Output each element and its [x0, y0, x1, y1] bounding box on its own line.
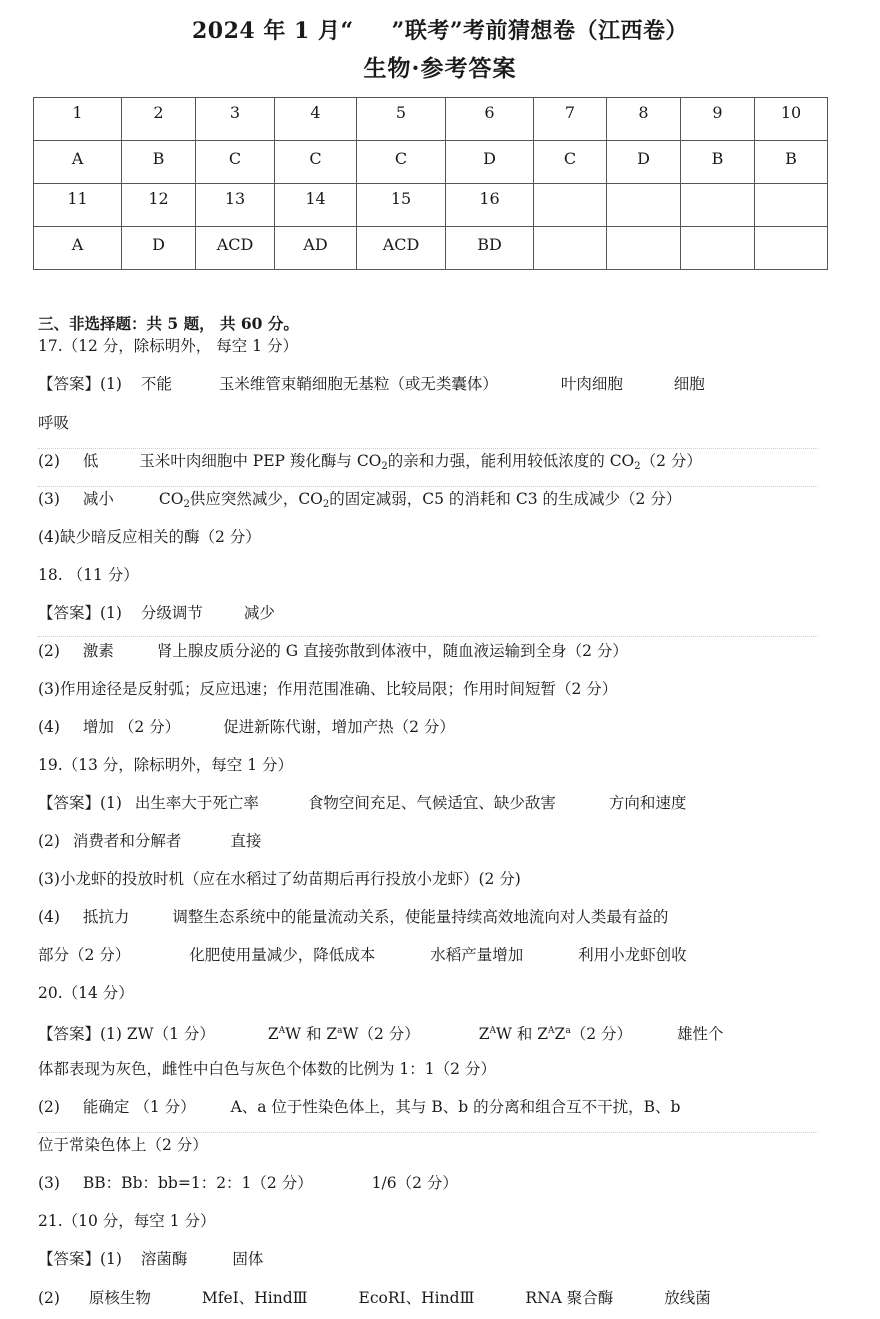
q20-answer-2-cont: 位于常染色体上（2 分） — [38, 1136, 208, 1154]
answer-text: 方向和速度 — [608, 794, 687, 812]
genotype-text: $Z^AW$ 和 $Z^AZ^a(2$ 分） — [478, 1025, 632, 1043]
q20-answer-2 — [38, 1097, 680, 1117]
table-cell — [681, 227, 755, 270]
exam-title: 2024 年 1 月“ ”联考”考前猜想卷（江西卷） — [192, 18, 688, 44]
answer-text: 调整生态系统中的能量流动关系，使能量持续高效地流向对人类最有益的 — [172, 908, 669, 926]
table-row-answers-1 — [34, 141, 828, 184]
table-cell: D — [446, 141, 534, 184]
q17-answer-1-cont: 呼吸 — [38, 414, 70, 432]
answer-text: 水稻产量增加 — [430, 946, 524, 964]
section-heading: 三、非选择题：共 5 题， 共 60 分。 — [38, 314, 299, 333]
answer-label: (3) — [38, 1174, 60, 1192]
answer-text: 直接 — [230, 832, 262, 850]
table-row-numbers-2 — [34, 184, 828, 227]
table-cell: C — [196, 141, 275, 184]
q19-answer-3: (3)小龙虾的投放时机（应在水稻过了幼苗期后再行投放小龙虾）(2 分) — [38, 870, 521, 888]
q20-answer-3 — [38, 1173, 458, 1193]
table-cell: 3 — [196, 98, 275, 141]
answer-label: 【答案】(1) — [38, 794, 122, 812]
q21-answer-2 — [38, 1288, 711, 1308]
answer-text: A、a 位于性染色体上，其与 B、b 的分离和组合互不干扰，B、b — [230, 1098, 681, 1116]
answer-text: 减少 — [243, 604, 275, 622]
table-cell — [607, 184, 681, 227]
answer-text: 固体 — [232, 1250, 264, 1268]
answer-text: BB：Bb：bb=1：2：1（2 分） — [82, 1174, 313, 1192]
q17-answer-3 — [38, 489, 681, 515]
table-cell — [755, 227, 828, 270]
answer-text: EcoRI、HindⅢ — [358, 1289, 475, 1307]
genotype-text: $Z^AW$ 和 $Z^aW(2$ 分） — [267, 1025, 420, 1043]
table-cell — [534, 227, 607, 270]
table-cell: B — [122, 141, 196, 184]
q17-answer-2 — [38, 451, 702, 477]
table-cell: 9 — [681, 98, 755, 141]
answer-text: 减小 — [82, 490, 114, 508]
answer-text: 玉米叶肉细胞中 PEP 羧化酶与 $CO_2$的亲和力强，能利用较低浓度的 $CO_2(2$ 分） — [139, 452, 702, 472]
answer-text: 出生率大于死亡率 — [134, 794, 259, 812]
answer-table — [33, 97, 828, 270]
answer-label: 【答案】(1) — [38, 604, 122, 622]
answer-text: 分级调节 — [140, 604, 203, 622]
answer-text: 抵抗力 — [82, 908, 130, 926]
answer-text: 溶菌酶 — [140, 1250, 188, 1268]
table-cell: C — [534, 141, 607, 184]
table-cell: A — [34, 141, 122, 184]
answer-text: 食物空间充足、气候适宜、缺少敌害 — [307, 794, 556, 812]
question-17-title: 17.（12 分，除标明外， 每空 1 分） — [38, 337, 298, 355]
answer-text: 低 — [82, 452, 99, 470]
answer-text: RNA 聚合酶 — [525, 1289, 614, 1307]
table-cell: 11 — [34, 184, 122, 227]
q19-answer-1 — [38, 793, 686, 813]
answer-text: MfeI、HindⅢ — [201, 1289, 308, 1307]
q19-answer-2 — [38, 831, 261, 851]
q17-answer-1 — [38, 374, 705, 394]
table-cell: D — [607, 141, 681, 184]
q18-answer-4 — [38, 717, 455, 737]
table-cell: 12 — [122, 184, 196, 227]
answer-label: (4) — [38, 718, 60, 736]
answer-label: (2) — [38, 452, 60, 470]
divider — [38, 636, 818, 637]
table-cell: 1 — [34, 98, 122, 141]
q21-answer-1 — [38, 1249, 263, 1269]
table-cell: BD — [446, 227, 534, 270]
table-cell: ACD — [196, 227, 275, 270]
table-cell: D — [122, 227, 196, 270]
table-cell: AD — [275, 227, 357, 270]
answer-text: 部分（2 分） — [38, 946, 131, 964]
table-row-answers-2 — [34, 227, 828, 270]
divider — [38, 486, 818, 487]
answer-text: 放线菌 — [664, 1289, 711, 1307]
answer-text: 1/6（2 分） — [371, 1174, 458, 1192]
table-row-numbers-1 — [34, 98, 828, 141]
table-cell — [681, 184, 755, 227]
table-cell: 6 — [446, 98, 534, 141]
q20-answer-1 — [38, 1021, 723, 1044]
answer-text: 促进新陈代谢，增加产热（2 分） — [223, 718, 455, 736]
q18-answer-1 — [38, 603, 275, 623]
answer-text: 化肥使用量减少，降低成本 — [189, 946, 376, 964]
answer-text: 消费者和分解者 — [72, 832, 182, 850]
table-cell: C — [357, 141, 446, 184]
q18-answer-2 — [38, 641, 628, 661]
answer-text: 增加 （2 分） — [82, 718, 181, 736]
table-cell: C — [275, 141, 357, 184]
table-cell: B — [681, 141, 755, 184]
table-cell: 4 — [275, 98, 357, 141]
answer-text: 肾上腺皮质分泌的 G 直接弥散到体液中，随血液运输到全身（2 分） — [156, 642, 628, 660]
answer-label: 【答案】(1) — [38, 1250, 122, 1268]
table-cell: A — [34, 227, 122, 270]
q18-answer-3: (3)作用途径是反射弧；反应迅速；作用范围准确、比较局限；作用时间短暂（2 分） — [38, 680, 618, 698]
answer-label: (3) — [38, 490, 60, 508]
answer-text: 原核生物 — [88, 1289, 151, 1307]
answer-label: 【答案】(1) — [38, 375, 122, 393]
answer-text: 利用小龙虾创收 — [578, 946, 687, 964]
exam-subtitle: 生物·参考答案 — [363, 55, 517, 82]
answer-text: 不能 — [140, 375, 172, 393]
question-18-title: 18. （11 分） — [38, 566, 139, 584]
answer-label: (2) — [38, 1098, 60, 1116]
answer-label: 【答案】(1) ZW（1 分） — [38, 1025, 215, 1043]
table-cell: 10 — [755, 98, 828, 141]
q19-answer-4-cont — [38, 945, 687, 965]
divider — [38, 1132, 818, 1133]
table-cell: ACD — [357, 227, 446, 270]
answer-text: 细胞 — [673, 375, 705, 393]
question-19-title: 19.（13 分，除标明外，每空 1 分） — [38, 756, 294, 774]
answer-label: (2) — [38, 1289, 60, 1307]
answer-text: 叶肉细胞 — [560, 375, 623, 393]
divider — [38, 448, 818, 449]
table-cell: B — [755, 141, 828, 184]
table-cell: 7 — [534, 98, 607, 141]
q17-answer-4: (4)缺少暗反应相关的酶（2 分） — [38, 528, 261, 546]
table-cell — [607, 227, 681, 270]
question-20-title: 20.（14 分） — [38, 984, 134, 1002]
answer-label: (2) — [38, 832, 60, 850]
question-21-title: 21.（10 分，每空 1 分） — [38, 1212, 216, 1230]
table-cell: 13 — [196, 184, 275, 227]
q19-answer-4 — [38, 907, 668, 927]
answer-label: (4) — [38, 908, 60, 926]
table-cell: 16 — [446, 184, 534, 227]
table-cell — [534, 184, 607, 227]
table-cell: 5 — [357, 98, 446, 141]
table-cell: 2 — [122, 98, 196, 141]
table-cell — [755, 184, 828, 227]
q20-answer-1-cont: 体都表现为灰色，雌性中白色与灰色个体数的比例为 1：1（2 分） — [38, 1060, 496, 1078]
table-cell: 15 — [357, 184, 446, 227]
answer-text: 激素 — [82, 642, 114, 660]
answer-text: 玉米维管束鞘细胞无基粒（或无类囊体） — [218, 375, 498, 393]
answer-text: $CO_2$供应突然减少，$CO_2$的固定减弱，C5 的消耗和 C3 的生成减少（2 分） — [158, 490, 682, 510]
answer-text: 雄性个 — [676, 1025, 724, 1043]
table-cell: 8 — [607, 98, 681, 141]
table-cell: 14 — [275, 184, 357, 227]
answer-text: 能确定 （1 分） — [82, 1098, 196, 1116]
answer-label: (2) — [38, 642, 60, 660]
